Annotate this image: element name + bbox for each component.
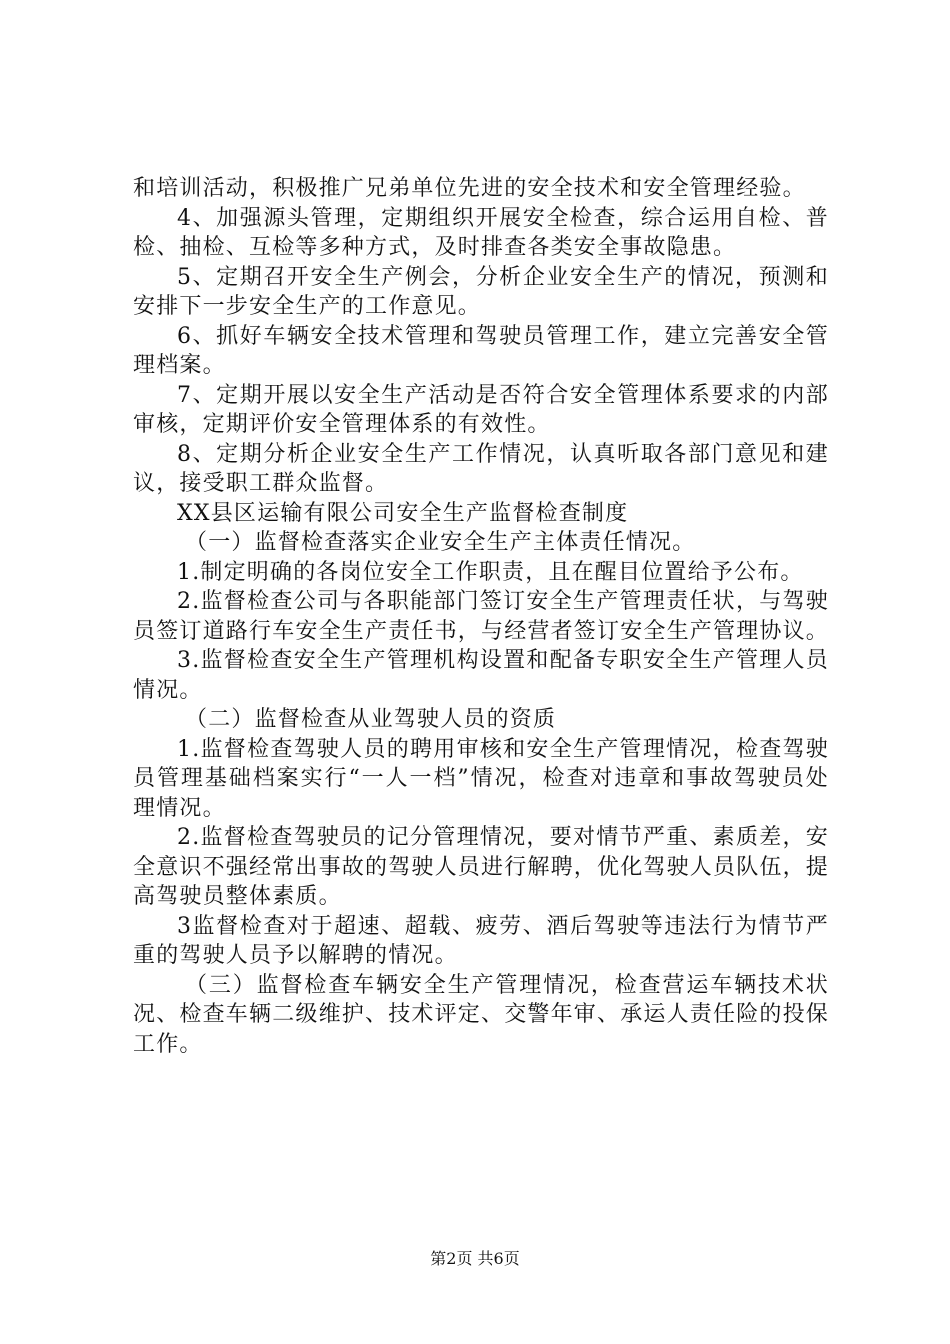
paragraph-2-1: 1.监督检查驾驶人员的聘用审核和安全生产管理情况，检查驾驶员管理基础档案实行“一人一档”情况，检查对违章和事故驾驶员处理情况。 xyxy=(133,736,829,821)
paragraph-item-7: 7、定期开展以安全生产活动是否符合安全管理体系要求的内部审核，定期评价安全管理体系的有效性。 xyxy=(133,382,829,437)
paragraph-item-8: 8、定期分析企业安全生产工作情况，认真听取各部门意见和建议，接受职工群众监督。 xyxy=(133,441,829,496)
paragraph-item-4: 4、加强源头管理，定期组织开展安全检查，综合运用自检、普检、抽检、互检等多种方式，及时排查各类安全事故隐患。 xyxy=(133,205,829,260)
paragraph-item-6: 6、抓好车辆安全技术管理和驾驶员管理工作，建立完善安全管理档案。 xyxy=(133,323,829,378)
section-heading-3: （三）监督检查车辆安全生产管理情况，检查营运车辆技术状况、检查车辆二级维护、技术评定、交警年审、承运人责任险的投保工作。 xyxy=(133,972,830,1057)
paragraph-1-3: 3.监督检查安全生产管理机构设置和配备专职安全生产管理人员情况。 xyxy=(133,648,829,703)
page-footer: 第2页 共6页 xyxy=(430,1249,520,1268)
paragraph-2-2: 2.监督检查驾驶员的记分管理情况，要对情节严重、素质差，安全意识不强经常出事故的驾驶人员进行解聘，优化驾驶人员队伍，提高驾驶员整体素质。 xyxy=(133,825,830,909)
paragraph-continuation: 和培训活动，积极推广兄弟单位先进的安全技术和安全管理经验。 xyxy=(133,176,806,201)
paragraph-1-1: 1.制定明确的各岗位安全工作职责，且在醒目位置给予公布。 xyxy=(177,559,804,585)
paragraph-1-2: 2.监督检查公司与各职能部门签订安全生产管理责任状，与驾驶员签订道路行车安全生产责任书，与经营者签订安全生产管理协议。 xyxy=(133,589,830,644)
section-title: XX县区运输有限公司安全生产监督检查制度 xyxy=(177,500,629,526)
paragraph-item-5: 5、定期召开安全生产例会，分析企业安全生产的情况，预测和安排下一步安全生产的工作意见。 xyxy=(133,264,829,319)
document-body xyxy=(133,174,829,1059)
paragraph-2-3: 3监督检查对于超速、超载、疲劳、酒后驾驶等违法行为情节严重的驾驶人员予以解聘的情况。 xyxy=(133,913,829,968)
section-heading-2: （二）监督检查从业驾驶人员的资质 xyxy=(185,707,557,732)
section-heading-1: （一）监督检查落实企业安全生产主体责任情况。 xyxy=(185,530,696,555)
